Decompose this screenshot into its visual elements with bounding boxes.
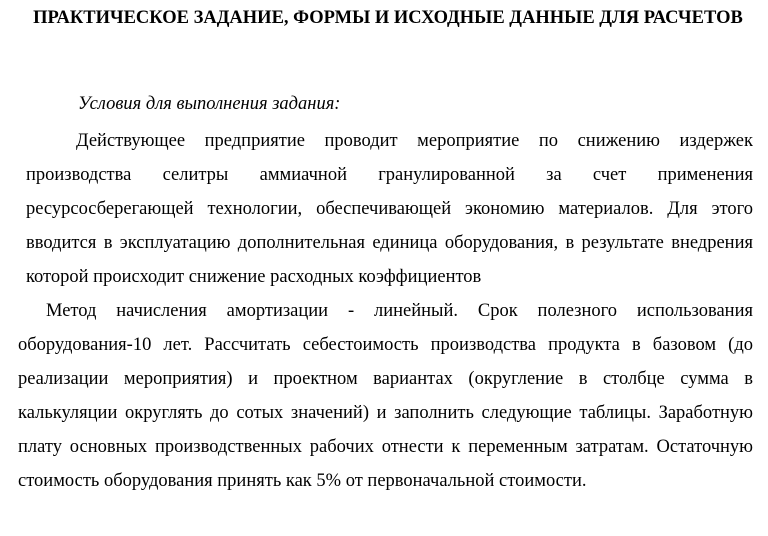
document-title: ПРАКТИЧЕСКОЕ ЗАДАНИЕ, ФОРМЫ И ИСХОДНЫЕ ДАННЫЕ ДЛЯ РАСЧЕТОВ: [33, 8, 743, 28]
paragraph-calculation-method: Метод начисления амортизации - линейный. Срок полезного использования оборудования-10 лет. Рассчитать себестоимость производства продукта в базовом (до реализации мероприятия) и проектном вариантах (округление в столбце сумма в калькуляции округлять до сотых значений) и заполнить следующие таблицы. Заработную плату основных производственных рабочих отнести к переменным затратам. Остаточную стоимость оборудования принять как 5% от первоначальной стоимости.: [18, 301, 753, 491]
conditions-subtitle: Условия для выполнения задания:: [78, 94, 341, 114]
paragraph-task-description: Действующее предприятие проводит мероприятие по снижению издержек производства селитры аммиачной гранулированной за счет применения ресурсосберегающей технологии, обеспечивающей экономию материалов. Для этого вводится в эксплуатацию дополнительная единица оборудования, в результате внедрения которой происходит снижение расходных коэффициентов: [26, 131, 753, 287]
